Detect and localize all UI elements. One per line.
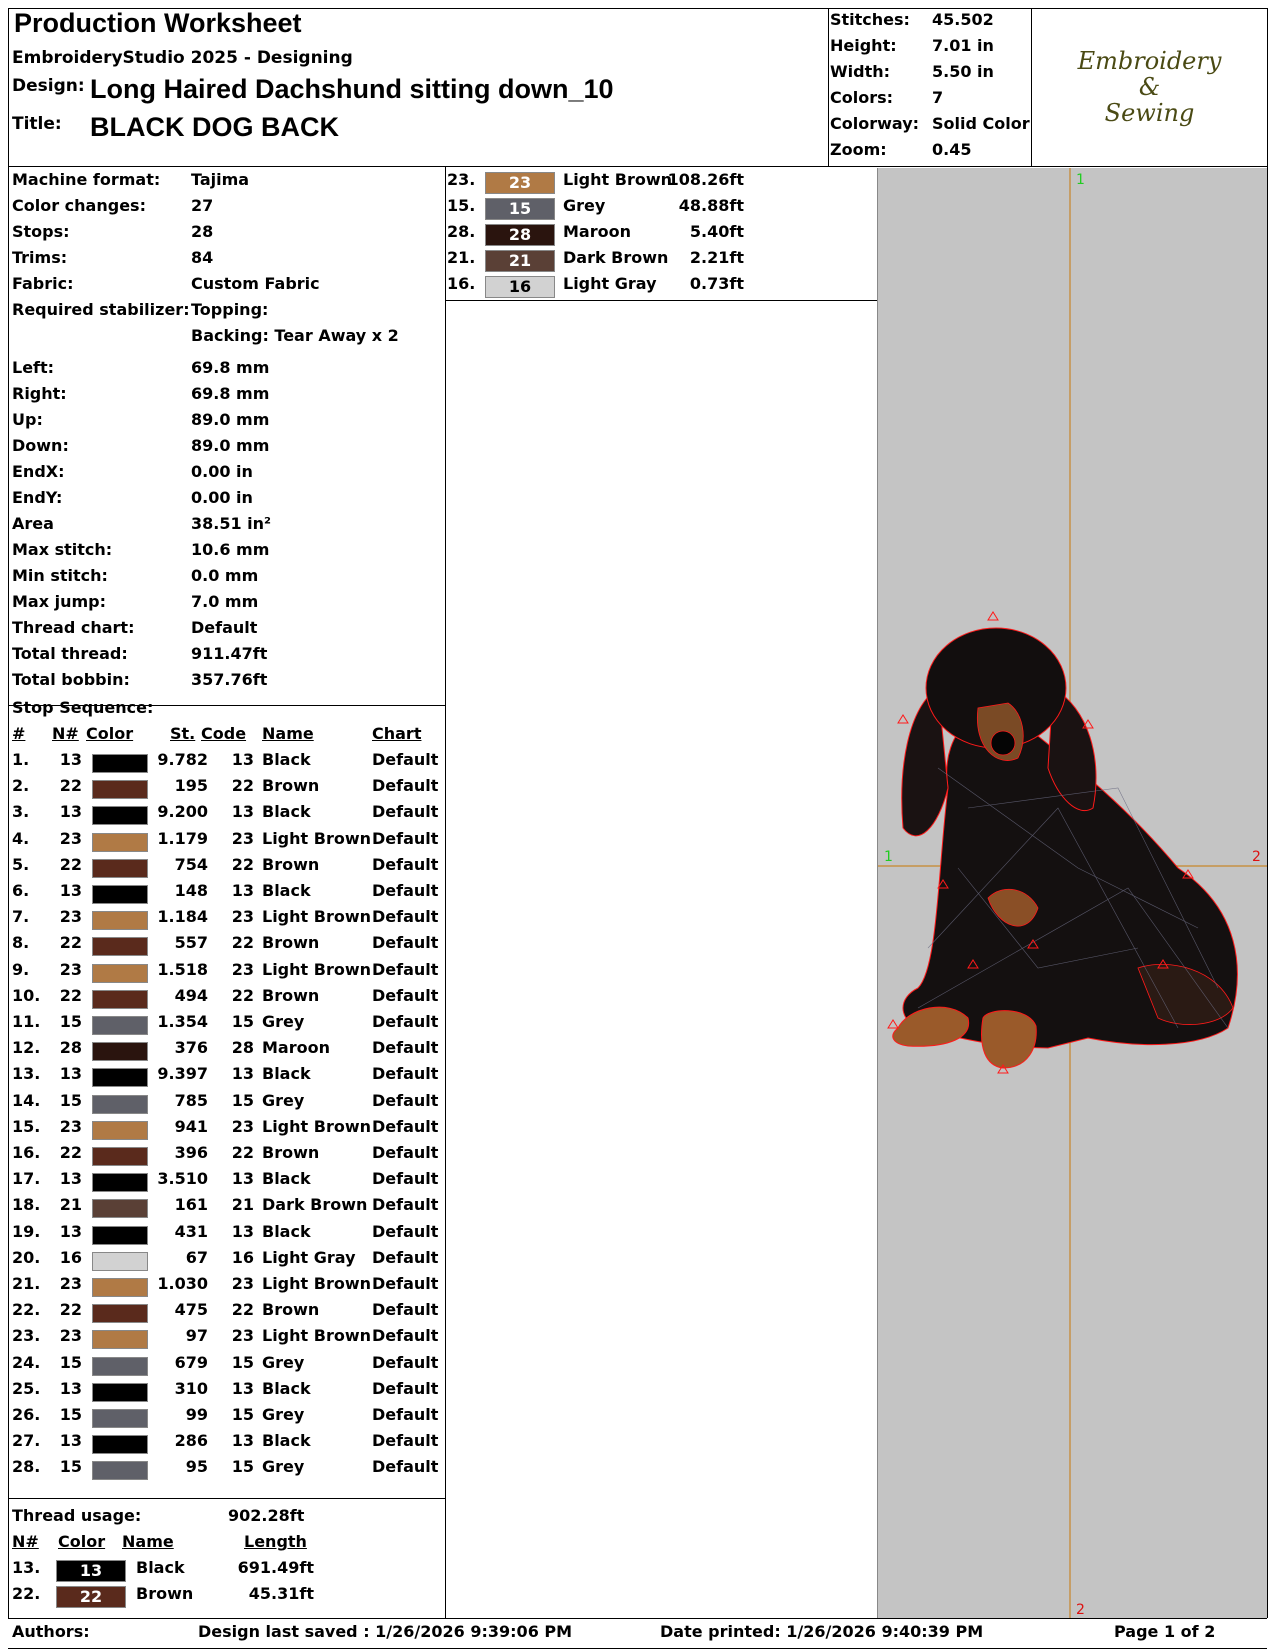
thread-chart: Default bbox=[372, 1405, 439, 1424]
stop-sequence-header: # N# Color St. Code Name Chart bbox=[12, 724, 422, 743]
dim-max-jump: Max jump: 7.0 mm bbox=[12, 592, 259, 611]
needle-number: 23 bbox=[59, 1326, 82, 1346]
thread-chart: Default bbox=[372, 1457, 439, 1477]
table-row bbox=[12, 1117, 442, 1143]
thread-name: Black bbox=[262, 1431, 311, 1451]
info-color-changes: Color changes: 27 bbox=[12, 196, 214, 215]
needle-number: 28 bbox=[59, 1038, 82, 1058]
dog-figure bbox=[888, 612, 1237, 1073]
usage-length: 691.49ft bbox=[237, 1558, 314, 1577]
usage-number: 16. bbox=[447, 274, 476, 293]
thread-code: 22 bbox=[231, 776, 254, 796]
usage-swatch: 16 bbox=[485, 276, 555, 298]
stop-number: 28. bbox=[12, 1457, 41, 1477]
table-row bbox=[12, 1222, 442, 1248]
footer-last-saved: Design last saved : 1/26/2026 9:39:06 PM bbox=[198, 1622, 573, 1641]
frame-right bbox=[1267, 8, 1268, 1618]
dim-down: Down: 89.0 mm bbox=[12, 436, 270, 455]
stitch-count: 396 bbox=[174, 1143, 208, 1162]
stops-divider bbox=[8, 1498, 445, 1499]
thread-name: Black bbox=[262, 750, 311, 769]
usage-length: 108.26ft bbox=[667, 170, 744, 189]
thread-usage-row bbox=[447, 170, 877, 196]
needle-number: 13 bbox=[59, 1169, 82, 1189]
stitch-count: 3.510 bbox=[157, 1169, 208, 1189]
frame-left bbox=[8, 8, 9, 1618]
thread-chart: Default bbox=[372, 1012, 439, 1031]
stop-number: 24. bbox=[12, 1352, 41, 1372]
usage-swatch: 22 bbox=[56, 1586, 126, 1608]
table-row bbox=[12, 1274, 442, 1300]
usage-name: Grey bbox=[563, 196, 606, 215]
title-label: Title: bbox=[12, 114, 62, 134]
thread-name: Brown bbox=[262, 776, 320, 796]
table-row bbox=[12, 1379, 442, 1405]
thread-chart: Default bbox=[372, 1116, 439, 1136]
usage-swatch: 13 bbox=[56, 1560, 126, 1582]
needle-number: 13 bbox=[59, 1431, 82, 1451]
stitch-count: 941 bbox=[174, 1116, 208, 1136]
table-row bbox=[12, 1038, 442, 1064]
thread-name: Brown bbox=[262, 854, 320, 874]
thread-code: 13 bbox=[231, 881, 254, 900]
needle-number: 15 bbox=[59, 1352, 82, 1372]
thread-usage-header: N# Color Name Length bbox=[12, 1532, 307, 1551]
usage-length: 48.88ft bbox=[678, 196, 744, 215]
dim-area: Area 38.51 in² bbox=[12, 514, 272, 533]
design-name: Long Haired Dachshund sitting down_10 bbox=[90, 74, 614, 104]
table-row bbox=[12, 907, 442, 933]
thread-usage-row bbox=[447, 222, 877, 248]
stop-number: 21. bbox=[12, 1274, 41, 1293]
frame-bottom bbox=[8, 1648, 1267, 1649]
thread-code: 13 bbox=[231, 1221, 254, 1241]
stitch-count: 1.354 bbox=[157, 1012, 208, 1031]
footer-authors: Authors: bbox=[12, 1622, 90, 1641]
guide-marker-right: 2 bbox=[1252, 849, 1261, 865]
usage-swatch: 23 bbox=[485, 172, 555, 194]
thread-code: 22 bbox=[231, 985, 254, 1005]
thread-name: Black bbox=[262, 881, 311, 900]
thread-chart: Default bbox=[372, 907, 439, 927]
thread-code: 22 bbox=[231, 1143, 254, 1162]
thread-chart: Default bbox=[372, 750, 439, 769]
stop-number: 26. bbox=[12, 1405, 41, 1424]
thread-code: 16 bbox=[231, 1247, 254, 1267]
thread-name: Brown bbox=[262, 1143, 320, 1162]
thread-name: Light Brown bbox=[262, 1116, 371, 1136]
stitch-count: 99 bbox=[185, 1405, 208, 1424]
thread-chart: Default bbox=[372, 802, 439, 822]
needle-number: 13 bbox=[59, 802, 82, 822]
stitch-count: 754 bbox=[174, 854, 208, 874]
table-row bbox=[12, 855, 442, 881]
stop-number: 10. bbox=[12, 985, 41, 1005]
stop-number: 27. bbox=[12, 1431, 41, 1451]
thread-code: 22 bbox=[231, 854, 254, 874]
stop-number: 4. bbox=[12, 828, 30, 848]
table-row bbox=[12, 1169, 442, 1195]
thread-code: 15 bbox=[231, 1090, 254, 1110]
stitch-count: 1.518 bbox=[157, 959, 208, 979]
thread-code: 13 bbox=[231, 1064, 254, 1084]
stitch-count: 195 bbox=[174, 776, 208, 796]
stitch-count: 557 bbox=[174, 933, 208, 953]
thread-code: 23 bbox=[231, 1326, 254, 1346]
page-title: Production Worksheet bbox=[14, 8, 302, 38]
usage-name: Black bbox=[136, 1558, 185, 1577]
thread-chart: Default bbox=[372, 1431, 439, 1451]
table-row bbox=[12, 1353, 442, 1379]
stitch-count: 679 bbox=[174, 1352, 208, 1372]
thread-name: Dark Brown bbox=[262, 1195, 368, 1215]
stop-number: 19. bbox=[12, 1221, 41, 1241]
thread-chart: Default bbox=[372, 776, 439, 796]
table-row bbox=[12, 1143, 442, 1169]
thread-name: Light Brown bbox=[262, 828, 371, 848]
table-row bbox=[12, 1195, 442, 1221]
info-backing: Backing: Tear Away x 2 bbox=[191, 326, 399, 345]
thread-code: 13 bbox=[231, 750, 254, 769]
stop-number: 12. bbox=[12, 1038, 41, 1058]
stop-number: 3. bbox=[12, 802, 30, 822]
embroidery-sewing-logo: Embroidery & Sewing bbox=[1077, 47, 1222, 127]
thread-usage-row bbox=[12, 1558, 442, 1584]
thread-name: Light Brown bbox=[262, 1274, 371, 1293]
table-row bbox=[12, 933, 442, 959]
software-subtitle: EmbroideryStudio 2025 - Designing bbox=[12, 48, 353, 68]
stitch-count: 97 bbox=[185, 1326, 208, 1346]
thread-name: Brown bbox=[262, 985, 320, 1005]
stitch-count: 494 bbox=[174, 985, 208, 1005]
stop-number: 13. bbox=[12, 1064, 41, 1084]
footer-divider bbox=[8, 1618, 1267, 1619]
usage-number: 15. bbox=[447, 196, 476, 215]
usage-name: Dark Brown bbox=[563, 248, 669, 267]
usage-swatch: 28 bbox=[485, 224, 555, 246]
needle-number: 22 bbox=[59, 985, 82, 1005]
usage-number: 23. bbox=[447, 170, 476, 189]
thread-chart: Default bbox=[372, 1038, 439, 1058]
needle-number: 16 bbox=[59, 1247, 82, 1267]
needle-number: 15 bbox=[59, 1012, 82, 1031]
thread-chart: Default bbox=[372, 1169, 439, 1189]
usage-swatch: 15 bbox=[485, 198, 555, 220]
usage-number: 13. bbox=[12, 1558, 41, 1577]
needle-number: 15 bbox=[59, 1405, 82, 1424]
stat-width: Width: 5.50 in bbox=[830, 62, 994, 81]
stitch-count: 1.184 bbox=[157, 907, 208, 927]
thread-code: 28 bbox=[231, 1038, 254, 1058]
stat-zoom: Zoom: 0.45 bbox=[830, 140, 972, 159]
thread-code: 13 bbox=[231, 1169, 254, 1189]
info-stops: Stops: 28 bbox=[12, 222, 214, 241]
table-row bbox=[12, 1457, 442, 1483]
needle-number: 13 bbox=[59, 1221, 82, 1241]
stitch-count: 9.200 bbox=[157, 802, 208, 822]
thread-name: Light Brown bbox=[262, 907, 371, 927]
stitch-count: 95 bbox=[185, 1457, 208, 1477]
needle-number: 22 bbox=[59, 776, 82, 796]
needle-number: 15 bbox=[59, 1457, 82, 1477]
table-row bbox=[12, 829, 442, 855]
dim-left: Left: 69.8 mm bbox=[12, 358, 270, 377]
stat-stitches: Stitches: 45.502 bbox=[830, 10, 994, 29]
table-row bbox=[12, 986, 442, 1012]
info-fabric: Fabric: Custom Fabric bbox=[12, 274, 320, 293]
needle-number: 13 bbox=[59, 881, 82, 900]
needle-number: 13 bbox=[59, 750, 82, 769]
needle-number: 13 bbox=[59, 1378, 82, 1398]
guide-marker-bottom: 2 bbox=[1076, 1602, 1085, 1618]
thread-chart: Default bbox=[372, 959, 439, 979]
table-row bbox=[12, 1064, 442, 1090]
thread-chart: Default bbox=[372, 1090, 439, 1110]
guide-marker-top: 1 bbox=[1076, 172, 1085, 188]
stop-sequence-title: Stop Sequence: bbox=[12, 698, 154, 717]
thread-chart: Default bbox=[372, 1221, 439, 1241]
thread-name: Grey bbox=[262, 1090, 305, 1110]
thread-code: 22 bbox=[231, 933, 254, 953]
thread-code: 23 bbox=[231, 1116, 254, 1136]
table-row bbox=[12, 750, 442, 776]
usage-length: 5.40ft bbox=[689, 222, 744, 241]
table-row bbox=[12, 1431, 442, 1457]
thread-name: Grey bbox=[262, 1012, 305, 1031]
dim-up: Up: 89.0 mm bbox=[12, 410, 270, 429]
stitch-count: 148 bbox=[174, 881, 208, 900]
thread-name: Black bbox=[262, 1378, 311, 1398]
thread-code: 15 bbox=[231, 1405, 254, 1424]
stop-number: 8. bbox=[12, 933, 30, 953]
stop-number: 2. bbox=[12, 776, 30, 796]
thread-usage-row bbox=[447, 274, 877, 300]
info-trims: Trims: 84 bbox=[12, 248, 214, 267]
thread-usage-row bbox=[12, 1584, 442, 1610]
thread-name: Black bbox=[262, 802, 311, 822]
stop-number: 22. bbox=[12, 1300, 41, 1320]
table-row bbox=[12, 776, 442, 802]
usage-name: Light Gray bbox=[563, 274, 657, 293]
thread-code: 22 bbox=[231, 1300, 254, 1320]
thread-code: 13 bbox=[231, 1431, 254, 1451]
thread-name: Maroon bbox=[262, 1038, 330, 1058]
table-row bbox=[12, 1248, 442, 1274]
table-row bbox=[12, 1326, 442, 1352]
design-preview bbox=[877, 168, 1267, 1618]
thread-chart: Default bbox=[372, 1274, 439, 1293]
needle-number: 15 bbox=[59, 1090, 82, 1110]
usage-number: 22. bbox=[12, 1584, 41, 1603]
stop-number: 14. bbox=[12, 1090, 41, 1110]
footer-date-printed: Date printed: 1/26/2026 9:40:39 PM bbox=[660, 1622, 984, 1641]
stitch-count: 286 bbox=[174, 1431, 208, 1451]
thread-code: 21 bbox=[231, 1195, 254, 1215]
thread-code: 23 bbox=[231, 1274, 254, 1293]
design-label: Design: bbox=[12, 76, 85, 96]
needle-number: 23 bbox=[59, 1274, 82, 1293]
stitch-count: 431 bbox=[174, 1221, 208, 1241]
stop-number: 6. bbox=[12, 881, 30, 900]
stat-colorway: Colorway: Solid Color bbox=[830, 114, 1030, 133]
thread-chart: Default bbox=[372, 985, 439, 1005]
table-row bbox=[12, 802, 442, 828]
thread-chart: Default bbox=[372, 854, 439, 874]
thread-chart: Default bbox=[372, 828, 439, 848]
dim-right: Right: 69.8 mm bbox=[12, 384, 270, 403]
stop-number: 15. bbox=[12, 1116, 41, 1136]
stop-number: 23. bbox=[12, 1326, 41, 1346]
stop-number: 11. bbox=[12, 1012, 41, 1031]
stitch-count: 1.030 bbox=[157, 1274, 208, 1293]
left-col-divider bbox=[445, 166, 446, 1618]
thread-name: Grey bbox=[262, 1352, 305, 1372]
dim-min-stitch: Min stitch: 0.0 mm bbox=[12, 566, 259, 585]
thread-chart: Default bbox=[372, 1300, 439, 1320]
dim-endx: EndX: 0.00 in bbox=[12, 462, 253, 481]
needle-number: 22 bbox=[59, 933, 82, 953]
stop-number: 25. bbox=[12, 1378, 41, 1398]
table-row bbox=[12, 960, 442, 986]
thread-name: Grey bbox=[262, 1457, 305, 1477]
thread-usage-title: Thread usage: bbox=[12, 1506, 142, 1525]
thread-code: 23 bbox=[231, 959, 254, 979]
thread-code: 13 bbox=[231, 1378, 254, 1398]
header-divider bbox=[8, 166, 1267, 167]
thread-code: 15 bbox=[231, 1352, 254, 1372]
dim-total-thread: Total thread: 911.47ft bbox=[12, 644, 268, 663]
needle-number: 22 bbox=[59, 1143, 82, 1162]
dim-max-stitch: Max stitch: 10.6 mm bbox=[12, 540, 270, 559]
usage-length: 2.21ft bbox=[689, 248, 744, 267]
thread-code: 23 bbox=[231, 828, 254, 848]
stop-number: 18. bbox=[12, 1195, 41, 1215]
header-col-divider bbox=[828, 8, 829, 166]
thread-name: Black bbox=[262, 1169, 311, 1189]
table-row bbox=[12, 1300, 442, 1326]
stop-number: 16. bbox=[12, 1143, 41, 1162]
thread-name: Black bbox=[262, 1221, 311, 1241]
thread-code: 13 bbox=[231, 802, 254, 822]
stop-number: 9. bbox=[12, 959, 30, 979]
usage-number: 28. bbox=[447, 222, 476, 241]
needle-number: 23 bbox=[59, 1116, 82, 1136]
stitch-count: 475 bbox=[174, 1300, 208, 1320]
stitch-count: 9.397 bbox=[157, 1064, 208, 1084]
thread-code: 15 bbox=[231, 1457, 254, 1477]
thread-chart: Default bbox=[372, 933, 439, 953]
thread-chart: Default bbox=[372, 1247, 439, 1267]
usage-length: 45.31ft bbox=[248, 1584, 314, 1603]
usage-number: 21. bbox=[447, 248, 476, 267]
thread-name: Brown bbox=[262, 1300, 320, 1320]
usage-swatch: 21 bbox=[485, 250, 555, 272]
thread-name: Brown bbox=[262, 933, 320, 953]
stop-number: 20. bbox=[12, 1247, 41, 1267]
thread-chart: Default bbox=[372, 1195, 439, 1215]
thread-chart: Default bbox=[372, 1352, 439, 1372]
table-row bbox=[12, 1091, 442, 1117]
info-stabilizer: Required stabilizer: Topping: bbox=[12, 300, 269, 319]
thread-usage-total: 902.28ft bbox=[228, 1506, 305, 1525]
dim-total-bobbin: Total bobbin: 357.76ft bbox=[12, 670, 268, 689]
thread-usage-row bbox=[447, 248, 877, 274]
usage-name: Brown bbox=[136, 1584, 194, 1603]
thread-chart: Default bbox=[372, 1326, 439, 1346]
thread-name: Light Brown bbox=[262, 959, 371, 979]
stop-number: 5. bbox=[12, 854, 30, 874]
stat-height: Height: 7.01 in bbox=[830, 36, 994, 55]
needle-number: 23 bbox=[59, 907, 82, 927]
footer-page-number: Page 1 of 2 bbox=[1114, 1622, 1216, 1641]
thread-name: Light Brown bbox=[262, 1326, 371, 1346]
stitch-count: 67 bbox=[185, 1247, 208, 1267]
stitch-count: 161 bbox=[174, 1195, 208, 1215]
stat-colors: Colors: 7 bbox=[830, 88, 944, 107]
needle-number: 23 bbox=[59, 828, 82, 848]
info-machine-format: Machine format: Tajima bbox=[12, 170, 250, 189]
needle-number: 22 bbox=[59, 1300, 82, 1320]
dachshund-embroidery-preview bbox=[878, 168, 1267, 1618]
thread-name: Light Gray bbox=[262, 1247, 356, 1267]
design-title: BLACK DOG BACK bbox=[90, 112, 339, 142]
thread-usage-row bbox=[447, 196, 877, 222]
table-row bbox=[12, 1405, 442, 1431]
thread-name: Grey bbox=[262, 1405, 305, 1424]
thread-chart: Default bbox=[372, 881, 439, 900]
stitch-count: 376 bbox=[174, 1038, 208, 1058]
dim-thread-chart: Thread chart: Default bbox=[12, 618, 258, 637]
thread-chart: Default bbox=[372, 1378, 439, 1398]
needle-number: 23 bbox=[59, 959, 82, 979]
stitch-count: 785 bbox=[174, 1090, 208, 1110]
thread-chart: Default bbox=[372, 1143, 439, 1162]
needle-number: 13 bbox=[59, 1064, 82, 1084]
thread-code: 23 bbox=[231, 907, 254, 927]
thread-code: 15 bbox=[231, 1012, 254, 1031]
thread-list-divider bbox=[445, 300, 877, 301]
thread-chart: Default bbox=[372, 1064, 439, 1084]
stop-number: 1. bbox=[12, 750, 30, 769]
thread-name: Black bbox=[262, 1064, 311, 1084]
usage-name: Light Brown bbox=[563, 170, 672, 189]
usage-length: 0.73ft bbox=[689, 274, 744, 293]
table-row bbox=[12, 881, 442, 907]
needle-number: 22 bbox=[59, 854, 82, 874]
stitch-count: 1.179 bbox=[157, 828, 208, 848]
usage-name: Maroon bbox=[563, 222, 631, 241]
stop-number: 7. bbox=[12, 907, 30, 927]
stop-number: 17. bbox=[12, 1169, 41, 1189]
guide-marker-left: 1 bbox=[884, 849, 893, 865]
stitch-count: 310 bbox=[174, 1378, 208, 1398]
needle-number: 21 bbox=[59, 1195, 82, 1215]
dim-endy: EndY: 0.00 in bbox=[12, 488, 253, 507]
table-row bbox=[12, 1012, 442, 1038]
stitch-count: 9.782 bbox=[157, 750, 208, 769]
